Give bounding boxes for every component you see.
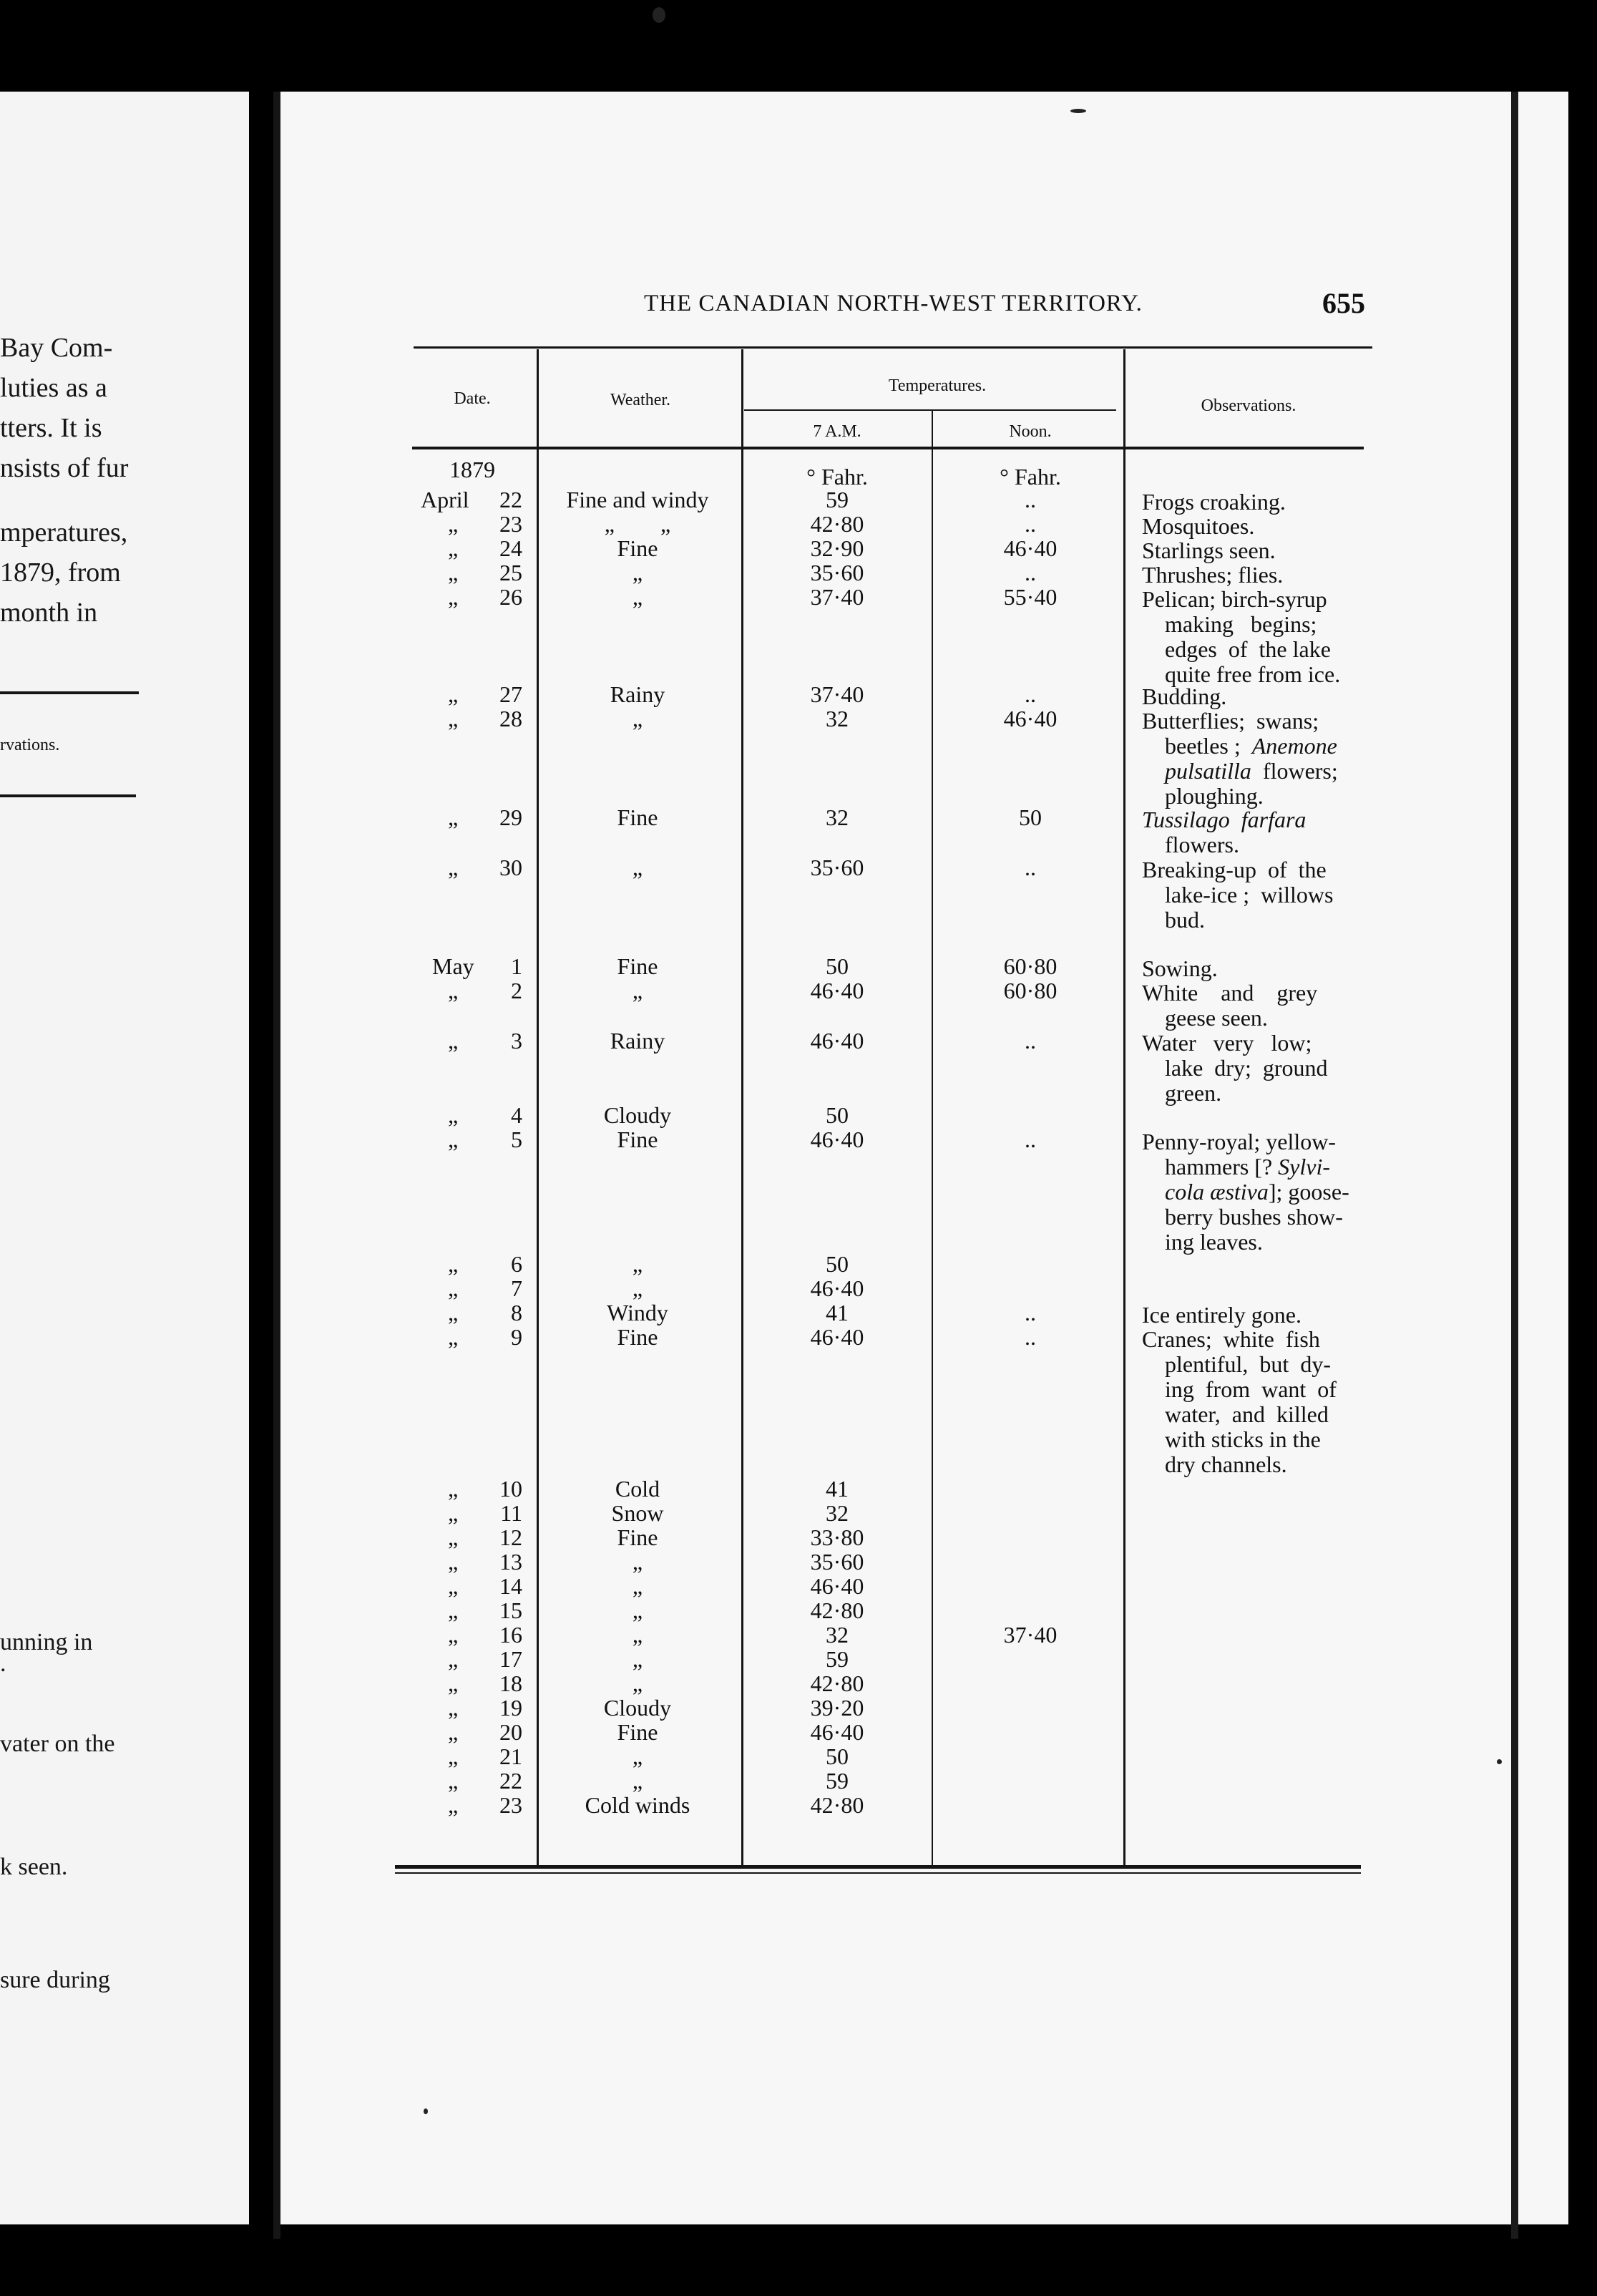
temp-noon-cell: ..	[1025, 1300, 1036, 1325]
left-text-line: month in	[0, 598, 98, 628]
date-day: 23	[499, 1792, 522, 1818]
column-rule	[1123, 349, 1125, 1867]
date-month: „	[448, 1646, 459, 1672]
temp-noon-cell: 60·80	[1003, 953, 1058, 979]
weather-cell: Cloudy	[603, 1102, 672, 1128]
running-title: THE CANADIAN NORTH-WEST TERRITORY.	[644, 291, 1143, 316]
date-month: „	[448, 1324, 459, 1350]
weather-cell: Fine	[617, 535, 658, 561]
temp-7am-cell: 46·40	[810, 978, 864, 1003]
date-month: „	[448, 1102, 459, 1128]
weather-cell: Fine	[617, 1324, 658, 1350]
weather-cell: „	[632, 584, 643, 610]
date-day: 26	[499, 584, 522, 610]
observation-cell: Butterflies; swans; beetles ; Anemone pulsatilla flowers; ploughing.	[1142, 708, 1338, 809]
temp-noon-cell: 55·40	[1003, 584, 1058, 610]
date-day: 27	[499, 681, 522, 707]
table-top-rule	[414, 346, 1372, 349]
weather-cell: „	[632, 978, 643, 1003]
weather-cell: Fine	[617, 1127, 658, 1152]
date-month: „	[448, 560, 459, 585]
temp-7am-cell: 46·40	[810, 1127, 864, 1152]
observation-cell: White and grey geese seen.	[1142, 980, 1318, 1031]
left-table-header-fragment: rvations.	[0, 736, 60, 754]
date-day: 9	[511, 1324, 522, 1350]
temp-7am-cell: 32·90	[810, 535, 864, 561]
date-day: 12	[499, 1524, 522, 1550]
column-rule	[741, 349, 743, 1867]
temp-7am-cell: 35·60	[810, 855, 864, 880]
date-month: May	[432, 953, 474, 979]
temp-noon-cell: 37·40	[1003, 1622, 1058, 1648]
date-day: 6	[511, 1251, 522, 1277]
weather-cell: Cold	[615, 1476, 660, 1502]
observation-cell: Water very low; lake dry; ground green.	[1142, 1030, 1328, 1106]
temp-7am-cell: 32	[826, 1500, 849, 1526]
left-text-line: Bay Com-	[0, 333, 113, 363]
weather-cell: „	[632, 560, 643, 585]
left-text-line: k seen.	[0, 1854, 68, 1880]
header-weather: Weather.	[610, 391, 671, 409]
temp-noon-cell: 46·40	[1003, 535, 1058, 561]
unit-7am: ° Fahr.	[806, 464, 868, 490]
temp-noon-cell: ..	[1025, 1127, 1036, 1152]
date-month: „	[448, 1743, 459, 1769]
weather-cell: „	[632, 1622, 643, 1648]
temp-noon-cell: 60·80	[1003, 978, 1058, 1003]
date-day: 30	[499, 855, 522, 880]
temp-7am-cell: 50	[826, 1102, 849, 1128]
temp-noon-cell: ..	[1025, 511, 1036, 537]
left-text-line: luties as a	[0, 373, 107, 403]
year-label: 1879	[449, 457, 495, 482]
weather-cell: Fine and windy	[566, 487, 709, 512]
left-text-line: sure during	[0, 1967, 110, 1993]
date-month: „	[448, 1719, 459, 1745]
temp-noon-cell: ..	[1025, 855, 1036, 880]
observation-cell: Thrushes; flies.	[1142, 562, 1284, 588]
temp-noon-cell: ..	[1025, 487, 1036, 512]
date-day: 17	[499, 1646, 522, 1672]
temp-7am-cell: 46·40	[810, 1028, 864, 1054]
date-day: 2	[511, 978, 522, 1003]
date-month: „	[448, 511, 459, 537]
observation-cell: Frogs croaking.	[1142, 489, 1286, 515]
header-temperatures: Temperatures.	[888, 376, 987, 395]
weather-cell: „	[632, 1646, 643, 1672]
temp-7am-cell: 46·40	[810, 1573, 864, 1599]
weather-cell: Rainy	[610, 1028, 665, 1054]
date-day: 11	[500, 1500, 522, 1526]
temp-7am-cell: 59	[826, 1646, 849, 1672]
temp-7am-cell: 42·80	[810, 1792, 864, 1818]
date-month: „	[448, 1597, 459, 1623]
temp-7am-cell: 33·80	[810, 1524, 864, 1550]
temp-7am-cell: 32	[826, 1622, 849, 1648]
date-month: „	[448, 1500, 459, 1526]
date-day: 15	[499, 1597, 522, 1623]
temp-7am-cell: 50	[826, 1251, 849, 1277]
date-day: 29	[499, 804, 522, 830]
temp-noon-cell: ..	[1025, 1028, 1036, 1054]
temp-7am-cell: 42·80	[810, 511, 864, 537]
temp-noon-cell: 46·40	[1003, 706, 1058, 731]
observation-cell: Budding.	[1142, 684, 1227, 709]
date-month: „	[448, 706, 459, 731]
observation-cell: Sowing.	[1142, 955, 1218, 981]
temp-7am-cell: 35·60	[810, 1549, 864, 1575]
weather-cell: „	[632, 1743, 643, 1769]
table-header-rule	[412, 447, 1364, 449]
weather-cell: Snow	[611, 1500, 664, 1526]
date-day: 28	[499, 706, 522, 731]
date-day: 18	[499, 1670, 522, 1696]
weather-cell: Fine	[617, 1524, 658, 1550]
temp-7am-cell: 46·40	[810, 1719, 864, 1745]
table-bottom-rule	[395, 1865, 1361, 1869]
page-number: 655	[1322, 287, 1365, 319]
date-day: 24	[499, 535, 522, 561]
weather-cell: „	[632, 1670, 643, 1696]
date-month: „	[448, 1476, 459, 1502]
date-day: 7	[511, 1275, 522, 1301]
date-month: „	[448, 1127, 459, 1152]
weather-cell: Windy	[607, 1300, 668, 1325]
date-day: 1	[511, 953, 522, 979]
date-day: 22	[499, 487, 522, 512]
observation-cell: Penny-royal; yellow- hammers [? Sylvi- cola æstiva]; goose- berry bushes show- ing leaves.	[1142, 1129, 1349, 1255]
observation-cell: Breaking-up of the lake-ice ; willows bud.	[1142, 857, 1334, 933]
date-day: 19	[499, 1695, 522, 1721]
temp-7am-cell: 50	[826, 1743, 849, 1769]
temp-7am-cell: 41	[826, 1300, 849, 1325]
temp-7am-cell: 59	[826, 487, 849, 512]
column-rule	[932, 411, 933, 1867]
temp-7am-cell: 32	[826, 804, 849, 830]
date-month: „	[448, 1275, 459, 1301]
left-text-line: mperatures,	[0, 517, 128, 548]
temp-noon-cell: 50	[1019, 804, 1042, 830]
weather-cell: „	[632, 1275, 643, 1301]
weather-cell: „	[632, 706, 643, 731]
date-month: „	[448, 584, 459, 610]
date-month: April	[421, 487, 469, 512]
date-day: 4	[511, 1102, 522, 1128]
date-month: „	[448, 978, 459, 1003]
date-month: „	[448, 1028, 459, 1054]
weather-cell: „ „	[604, 511, 671, 537]
date-day: 23	[499, 511, 522, 537]
date-day: 25	[499, 560, 522, 585]
temp-7am-cell: 42·80	[810, 1597, 864, 1623]
left-text-line: nsists of fur	[0, 453, 129, 483]
date-month: „	[448, 1695, 459, 1721]
date-month: „	[448, 681, 459, 707]
date-day: 21	[499, 1743, 522, 1769]
date-month: „	[448, 1768, 459, 1794]
weather-cell: Fine	[617, 953, 658, 979]
date-day: 3	[511, 1028, 522, 1054]
weather-cell: „	[632, 1251, 643, 1277]
left-text-line: unning in	[0, 1629, 93, 1655]
date-day: 10	[499, 1476, 522, 1502]
unit-noon: ° Fahr.	[1000, 464, 1061, 490]
weather-cell: „	[632, 1768, 643, 1794]
temp-7am-cell: 46·40	[810, 1275, 864, 1301]
date-day: 8	[511, 1300, 522, 1325]
left-text-line: vater on the	[0, 1731, 115, 1757]
temp-7am-cell: 42·80	[810, 1670, 864, 1696]
date-month: „	[448, 804, 459, 830]
weather-cell: „	[632, 1597, 643, 1623]
observation-cell: Tussilago farfara flowers.	[1142, 807, 1307, 857]
temp-7am-cell: 39·20	[810, 1695, 864, 1721]
date-day: 22	[499, 1768, 522, 1794]
date-month: „	[448, 1524, 459, 1550]
date-day: 20	[499, 1719, 522, 1745]
header-noon: Noon.	[1009, 422, 1052, 441]
observation-cell: Starlings seen.	[1142, 537, 1276, 563]
date-month: „	[448, 1251, 459, 1277]
date-day: 16	[499, 1622, 522, 1648]
weather-cell: Rainy	[610, 681, 665, 707]
observation-cell: Cranes; white fish plentiful, but dy- ing from want of water, and killed with sticks in the dry channels.	[1142, 1326, 1337, 1477]
observation-cell: Ice entirely gone.	[1142, 1302, 1301, 1328]
temp-noon-cell: ..	[1025, 681, 1036, 707]
header-observations: Observations.	[1201, 397, 1296, 415]
date-month: „	[448, 1622, 459, 1648]
header-date: Date.	[454, 389, 491, 408]
date-month: „	[448, 1670, 459, 1696]
temp-7am-cell: 41	[826, 1476, 849, 1502]
temp-noon-cell: ..	[1025, 1324, 1036, 1350]
left-text-line: 1879, from	[0, 558, 121, 588]
weather-cell: „	[632, 855, 643, 880]
temp-noon-cell: ..	[1025, 560, 1036, 585]
date-month: „	[448, 855, 459, 880]
weather-cell: Cold winds	[585, 1792, 690, 1818]
temperature-span-rule	[744, 409, 1116, 411]
weather-cell: „	[632, 1549, 643, 1575]
temp-7am-cell: 50	[826, 953, 849, 979]
date-day: 13	[499, 1549, 522, 1575]
weather-cell: Cloudy	[603, 1695, 672, 1721]
date-month: „	[448, 535, 459, 561]
temp-7am-cell: 32	[826, 706, 849, 731]
date-month: „	[448, 1549, 459, 1575]
date-month: „	[448, 1300, 459, 1325]
temp-7am-cell: 37·40	[810, 584, 864, 610]
temp-7am-cell: 37·40	[810, 681, 864, 707]
header-7am: 7 A.M.	[813, 422, 861, 441]
left-text-line: .	[0, 1650, 6, 1677]
date-month: „	[448, 1792, 459, 1818]
temp-7am-cell: 59	[826, 1768, 849, 1794]
date-month: „	[448, 1573, 459, 1599]
table-bottom-rule	[395, 1872, 1361, 1874]
column-rule	[537, 349, 539, 1867]
weather-cell: „	[632, 1573, 643, 1599]
date-day: 5	[511, 1127, 522, 1152]
date-day: 14	[499, 1573, 522, 1599]
weather-cell: Fine	[617, 1719, 658, 1745]
left-text-line: tters. It is	[0, 413, 102, 443]
temp-7am-cell: 35·60	[810, 560, 864, 585]
temp-7am-cell: 46·40	[810, 1324, 864, 1350]
observation-cell: Mosquitoes.	[1142, 513, 1255, 539]
observation-cell: Pelican; birch-syrup making begins; edges of the lake quite free from ice.	[1142, 586, 1341, 687]
weather-cell: Fine	[617, 804, 658, 830]
